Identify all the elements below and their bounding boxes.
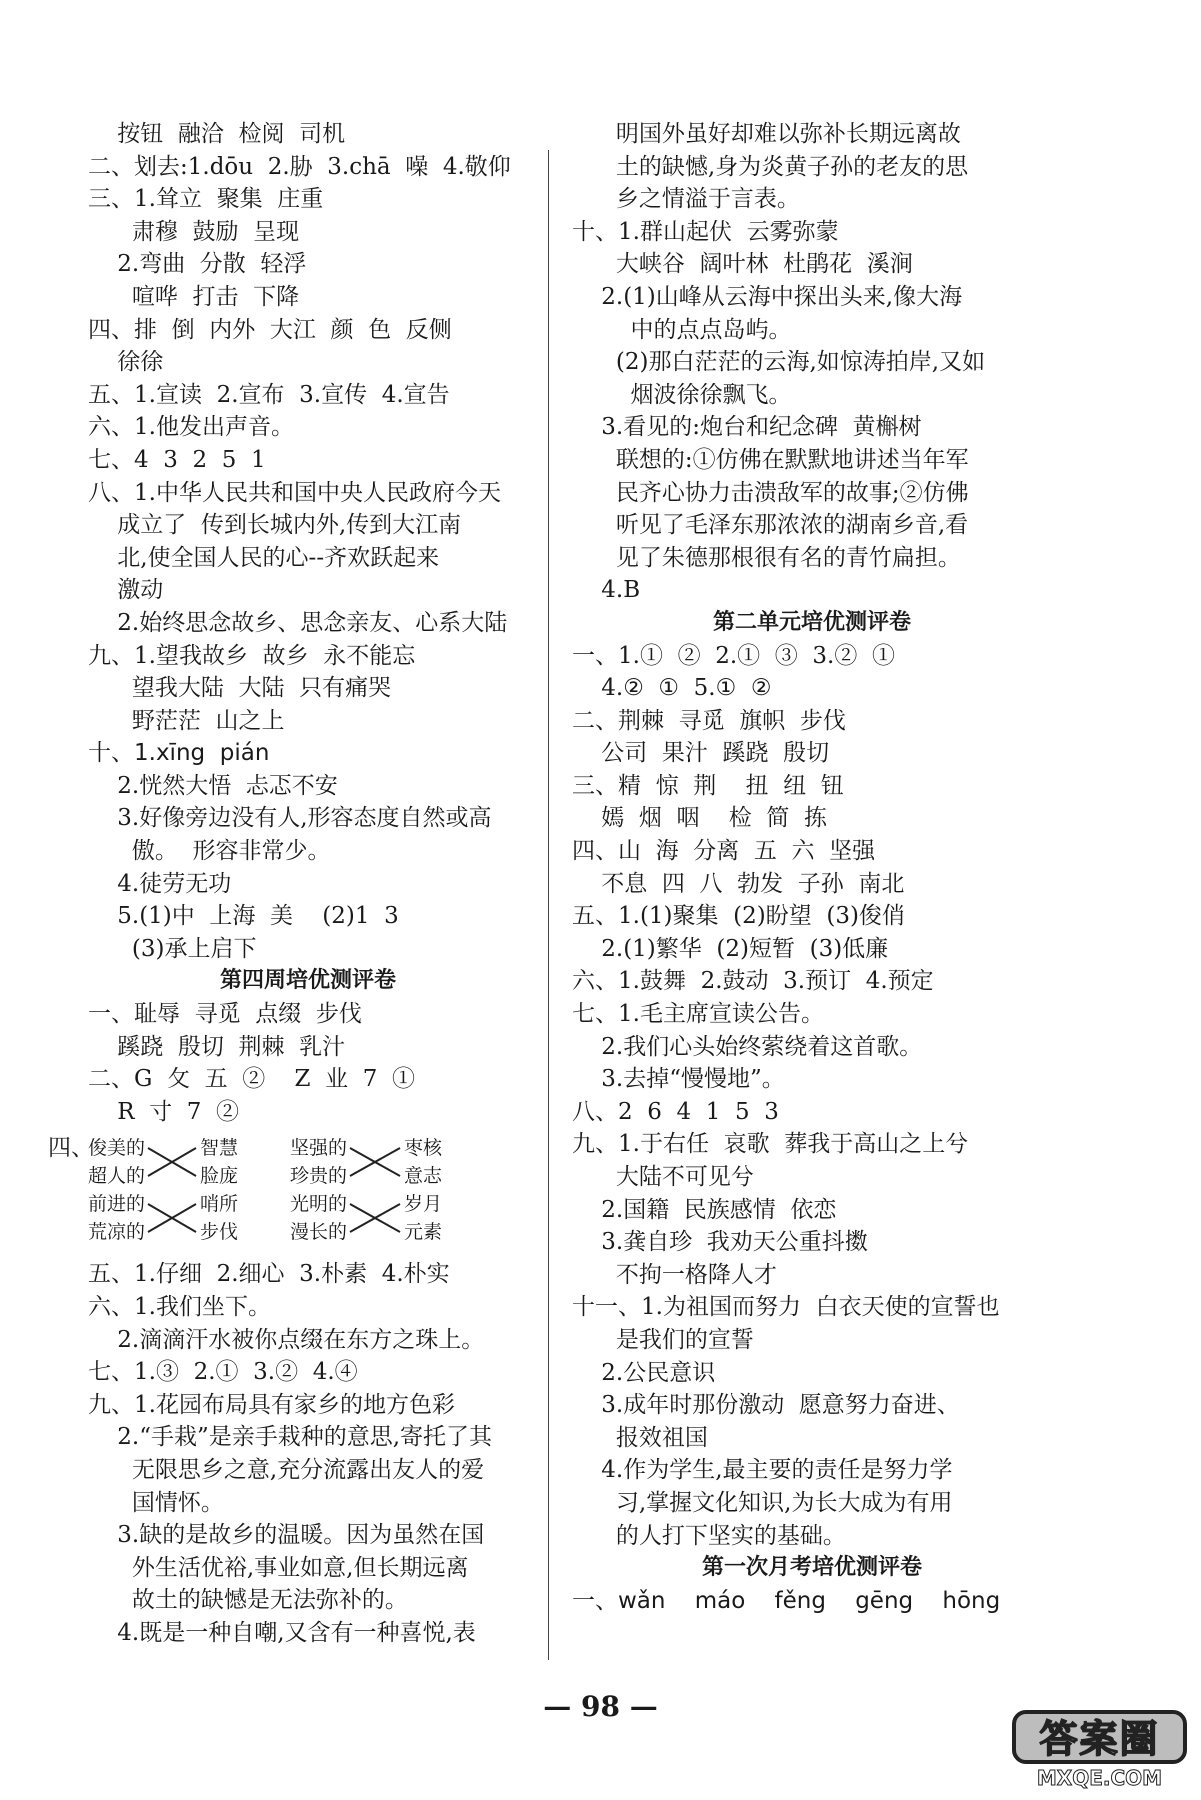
answer-line: 大陆不可见兮 — [572, 1164, 754, 1190]
answer-line: 七、4 3 2 5 1 — [88, 446, 266, 473]
matching-left-term: 前进的 — [88, 1193, 146, 1216]
answer-line: 烟波徐徐飘飞。 — [572, 381, 792, 408]
matching-right-term: 智慧 — [200, 1137, 239, 1160]
answer-line: 十一、1.为祖国而努力 白衣天使的宣誓也 — [572, 1294, 1000, 1321]
answer-line: 八、1.中华人民共和国中央人民政府今天 — [88, 479, 501, 506]
answer-line: 五、1.宣读 2.宣布 3.宣传 4.宣告 — [88, 381, 450, 408]
matching-exercise — [48, 1128, 528, 1258]
answer-line: 一、耻辱 寻觅 点缀 步伐 — [88, 1001, 362, 1028]
matching-left-term: 坚强的 — [290, 1137, 348, 1160]
answer-line: 四、排 倒 内外 大江 颜 色 反侧 — [88, 316, 452, 343]
answer-line: 四、山 海 分离 五 六 坚强 — [572, 838, 876, 865]
answer-line: 2.“手栽”是亲手栽种的意思,寄托了其 — [88, 1424, 493, 1451]
matching-left-term: 荒凉的 — [88, 1221, 146, 1244]
answer-line: 联想的:①仿佛在默默地讲述当年军 — [572, 446, 969, 473]
matching-right-term: 意志 — [404, 1165, 443, 1188]
answer-line: 九、1.花园布局具有家乡的地方色彩 — [88, 1391, 455, 1418]
matching-lines — [88, 1128, 528, 1258]
answer-line: 2.恍然大悟 忐忑不安 — [88, 772, 338, 799]
answer-line: 2.滴滴汗水被你点缀在东方之珠上。 — [88, 1326, 485, 1353]
answer-line: 国情怀。 — [88, 1489, 224, 1516]
answer-line: 5.(1)中 上海 美 (2)1 3 — [88, 903, 399, 930]
answer-line: 八、2 6 4 1 5 3 — [572, 1098, 779, 1125]
answer-line: 二、G 攵 五 ② Z 业 7 ① — [88, 1066, 415, 1093]
answer-line: 徐徐 — [88, 349, 164, 376]
matching-left-term: 光明的 — [290, 1193, 348, 1216]
matching-right-term: 元素 — [404, 1221, 443, 1244]
section-heading: 第四周培优测评卷 — [219, 968, 396, 994]
answer-line: 无限思乡之意,充分流露出友人的爱 — [88, 1456, 485, 1483]
answer-line: 九、1.于右任 哀歌 葬我于高山之上兮 — [572, 1131, 969, 1158]
answer-line: (2)那白茫茫的云海,如惊涛拍岸,又如 — [572, 349, 986, 376]
watermark-sub-text: MXQE.COM — [1036, 1766, 1163, 1790]
answer-line: 蹊跷 殷切 荆棘 乳汁 — [88, 1033, 346, 1060]
answer-line: 见了朱德那根很有名的青竹扁担。 — [572, 544, 961, 571]
answer-line: 民齐心协力击溃敌军的故事;②仿佛 — [572, 479, 969, 506]
answer-line: 按钮 融洽 检阅 司机 — [88, 121, 346, 147]
answer-line: 公司 果汁 蹊跷 殷切 — [572, 740, 830, 767]
answer-line: 三、1.耸立 聚集 庄重 — [88, 186, 324, 213]
answer-line: 喧哗 打击 下降 — [88, 283, 300, 310]
answer-line: 十、1.群山起伏 云雾弥蒙 — [572, 218, 839, 245]
matching-prefix: 四、 — [48, 1135, 94, 1162]
watermark-logo — [1012, 1710, 1187, 1790]
answer-line: 北,使全国人民的心--齐欢跃起来 — [88, 544, 440, 571]
answer-line: 2.我们心头始终萦绕着这首歌。 — [572, 1033, 923, 1060]
answer-line: 3.成年时那份激动 愿意努力奋进、 — [572, 1392, 960, 1419]
answer-line: 明国外虽好却难以弥补长期远离故 — [572, 121, 961, 147]
answer-line: 报效祖国 — [572, 1424, 708, 1451]
answer-line: 肃穆 鼓励 呈现 — [88, 218, 300, 245]
answer-line: 不息 四 八 勃发 子孙 南北 — [572, 870, 905, 897]
left-column — [48, 118, 528, 1650]
answer-line: 2.弯曲 分散 轻浮 — [88, 251, 307, 278]
answer-line: 五、1.仔细 2.细心 3.朴素 4.朴实 — [88, 1261, 450, 1288]
answer-line: 是我们的宣誓 — [572, 1326, 754, 1353]
answer-line: 4.B — [572, 577, 641, 604]
answer-line: 六、1.鼓舞 2.鼓动 3.预订 4.预定 — [572, 968, 934, 995]
answer-line: 4.② ① 5.① ② — [572, 675, 772, 702]
answer-line: 嫣 烟 咽 检 简 拣 — [572, 805, 827, 832]
answer-line: 3.去掉“慢慢地”。 — [572, 1066, 785, 1093]
answer-line: 大峡谷 阔叶林 杜鹃花 溪涧 — [572, 251, 913, 278]
answer-line: R 寸 7 ② — [88, 1098, 240, 1125]
matching-right-term: 步伐 — [200, 1221, 239, 1244]
answer-line: 乡之情溢于言表。 — [572, 186, 800, 213]
answer-line: 二、荆棘 寻觅 旗帜 步伐 — [572, 707, 846, 734]
answer-line: 习,掌握文化知识,为长大成为有用 — [572, 1489, 953, 1516]
answer-line: 3.龚自珍 我劝天公重抖擞 — [572, 1229, 868, 1256]
answer-line: (3)承上启下 — [88, 935, 257, 962]
answer-line: 傲。 形容非常少。 — [88, 838, 331, 865]
matching-right-term: 岁月 — [404, 1193, 443, 1216]
answer-line: 野茫茫 山之上 — [88, 707, 285, 734]
answer-line: 五、1.(1)聚集 (2)盼望 (3)俊俏 — [572, 903, 905, 930]
answer-line: 一、1.① ② 2.① ③ 3.② ① — [572, 642, 895, 669]
answer-line: 激动 — [88, 577, 164, 604]
answer-line: 六、1.我们坐下。 — [88, 1294, 271, 1320]
answer-line: 的人打下坚实的基础。 — [572, 1522, 846, 1549]
section-heading: 第二单元培优测评卷 — [712, 609, 911, 635]
answer-line: 4.作为学生,最主要的责任是努力学 — [572, 1457, 953, 1484]
answer-line: 听见了毛泽东那浓浓的湖南乡音,看 — [572, 512, 969, 539]
answer-line: 3.缺的是故乡的温暖。因为虽然在国 — [88, 1522, 485, 1549]
matching-left-term: 珍贵的 — [290, 1165, 348, 1188]
answer-line: 中的点点岛屿。 — [572, 316, 792, 343]
answer-line: 2.国籍 民族感情 依恋 — [572, 1196, 837, 1223]
answer-line: 3.好像旁边没有人,形容态度自然或高 — [88, 805, 492, 832]
answer-line: 二、划去:1.dōu 2.胁 3.chā 噪 4.敬仰 — [88, 153, 511, 180]
matching-left-term: 超人的 — [88, 1165, 146, 1188]
answer-line: 九、1.望我故乡 故乡 永不能忘 — [88, 642, 416, 669]
answer-line: 三、精 惊 荆 扭 纽 钮 — [572, 772, 844, 799]
answer-line: 七、1.③ 2.① 3.② 4.④ — [88, 1359, 358, 1386]
answer-line: 4.徒劳无功 — [88, 870, 232, 897]
answer-line: 不拘一格降人才 — [572, 1261, 777, 1288]
answer-line: 十、1.xīng pián — [88, 740, 270, 767]
answer-line: 2.公民意识 — [572, 1359, 716, 1386]
matching-right-term: 哨所 — [200, 1193, 239, 1216]
answer-line: 故土的缺憾是无法弥补的。 — [88, 1587, 408, 1614]
answer-line: 2.始终思念故乡、思念亲友、心系大陆 — [88, 609, 508, 636]
matching-left-term: 漫长的 — [290, 1221, 348, 1244]
answer-line: 成立了 传到长城内外,传到大江南 — [88, 512, 462, 539]
answer-line: 2.(1)山峰从云海中探出头来,像大海 — [572, 283, 963, 310]
column-divider — [548, 150, 549, 1660]
answer-line: 六、1.他发出声音。 — [88, 414, 294, 441]
right-column — [572, 118, 1052, 1617]
answer-line: 外生活优裕,事业如意,但长期远离 — [88, 1554, 469, 1581]
watermark-main-text: 答案圈 — [1012, 1710, 1187, 1764]
page-number: — 98 — — [543, 1690, 658, 1723]
answer-line: 土的缺憾,身为炎黄子孙的老友的思 — [572, 153, 969, 180]
matching-left-term: 俊美的 — [88, 1137, 146, 1160]
answer-line: 一、wǎn máo fěng gēng hōng — [572, 1587, 1001, 1614]
section-heading: 第一次月考培优测评卷 — [701, 1555, 922, 1581]
matching-right-term: 枣核 — [404, 1137, 443, 1160]
answer-line: 2.(1)繁华 (2)短暂 (3)低廉 — [572, 935, 889, 962]
answer-line: 4.既是一种自嘲,又含有一种喜悦,表 — [88, 1619, 476, 1646]
answer-line: 七、1.毛主席宣读公告。 — [572, 1001, 824, 1028]
matching-right-term: 脸庞 — [200, 1165, 239, 1188]
answer-line: 望我大陆 大陆 只有痛哭 — [88, 675, 392, 702]
answer-line: 3.看见的:炮台和纪念碑 黄槲树 — [572, 414, 922, 441]
